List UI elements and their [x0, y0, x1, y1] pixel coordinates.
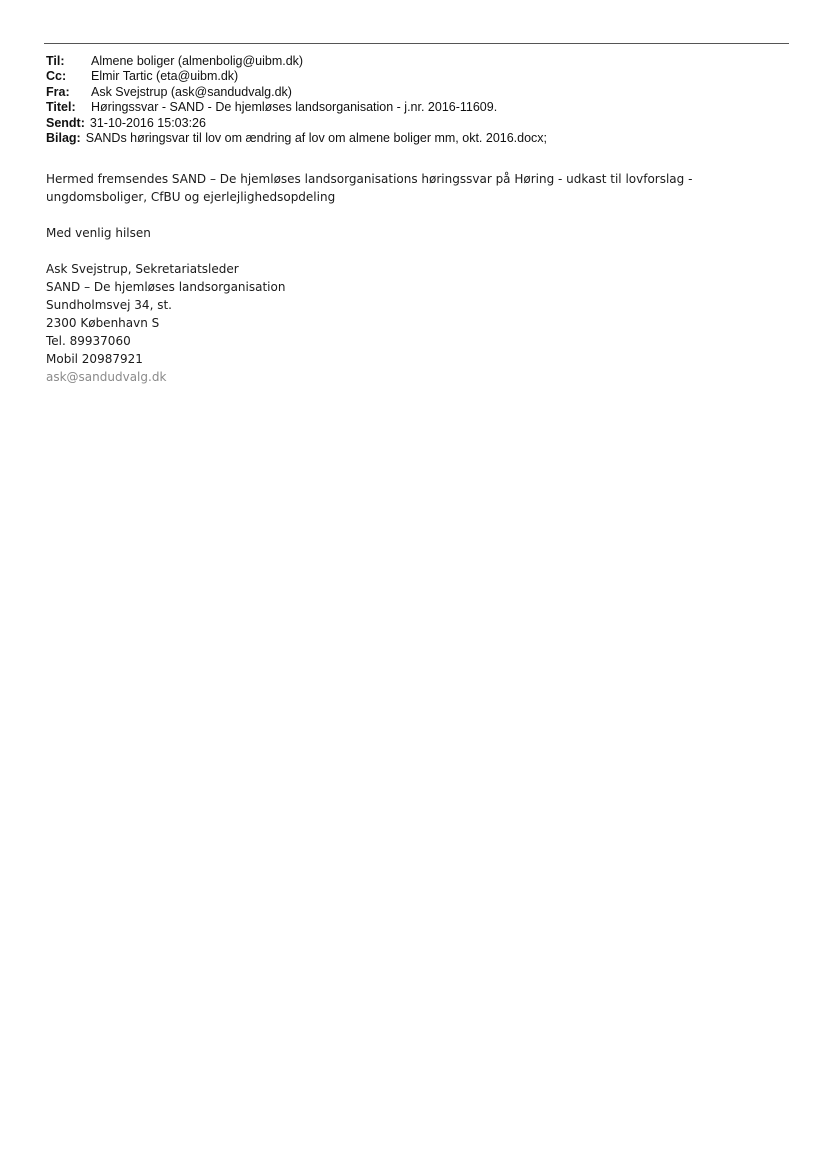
signature-block [46, 260, 746, 386]
to-row [46, 54, 547, 69]
header-divider [44, 43, 789, 44]
subject-row [46, 100, 547, 115]
cc-value: Elmir Tartic (eta@uibm.dk) [91, 69, 239, 84]
cc-row [46, 69, 547, 84]
intro-line-1: Hermed fremsendes SAND – De hjemløses landsorganisations høringssvar på Høring - udkast til lovforslag - [46, 172, 693, 186]
signature-city: 2300 København S [46, 316, 160, 330]
email-header [46, 54, 547, 146]
from-value: Ask Svejstrup (ask@sandudvalg.dk) [91, 84, 292, 99]
greeting: Med venlig hilsen [46, 226, 151, 240]
subject-label: Titel: [46, 100, 76, 115]
attachment-label: Bilag: [46, 131, 81, 146]
sent-value: 31-10-2016 15:03:26 [89, 115, 206, 130]
to-label: Til: [46, 54, 65, 68]
signature-organization: SAND – De hjemløses landsorganisation [46, 280, 286, 294]
signature-street: Sundholmsvej 34, st. [46, 298, 172, 312]
signature-name: Ask Svejstrup, Sekretariatsleder [46, 262, 239, 276]
attachment-row [46, 131, 547, 146]
from-row [46, 85, 547, 100]
signature-email-link[interactable]: ask@sandudvalg.dk [46, 370, 167, 384]
email-body [46, 170, 746, 386]
intro-paragraph [46, 170, 746, 206]
cc-label: Cc: [46, 69, 67, 84]
intro-line-2: ungdomsboliger, CfBU og ejerlejlighedsopdeling [46, 190, 336, 204]
subject-value: Høringssvar - SAND - De hjemløses landsorganisation - j.nr. 2016-11609. [91, 100, 498, 115]
from-label: Fra: [46, 84, 70, 99]
signature-phone: Tel. 89937060 [46, 334, 131, 348]
signature-mobile: Mobil 20987921 [46, 352, 143, 366]
sent-row [46, 116, 547, 131]
to-value: Almene boliger (almenbolig@uibm.dk) [91, 54, 304, 68]
sent-label: Sendt: [46, 115, 85, 130]
attachment-value: SANDs høringsvar til lov om ændring af lov om almene boliger mm, okt. 2016.docx; [85, 131, 548, 146]
